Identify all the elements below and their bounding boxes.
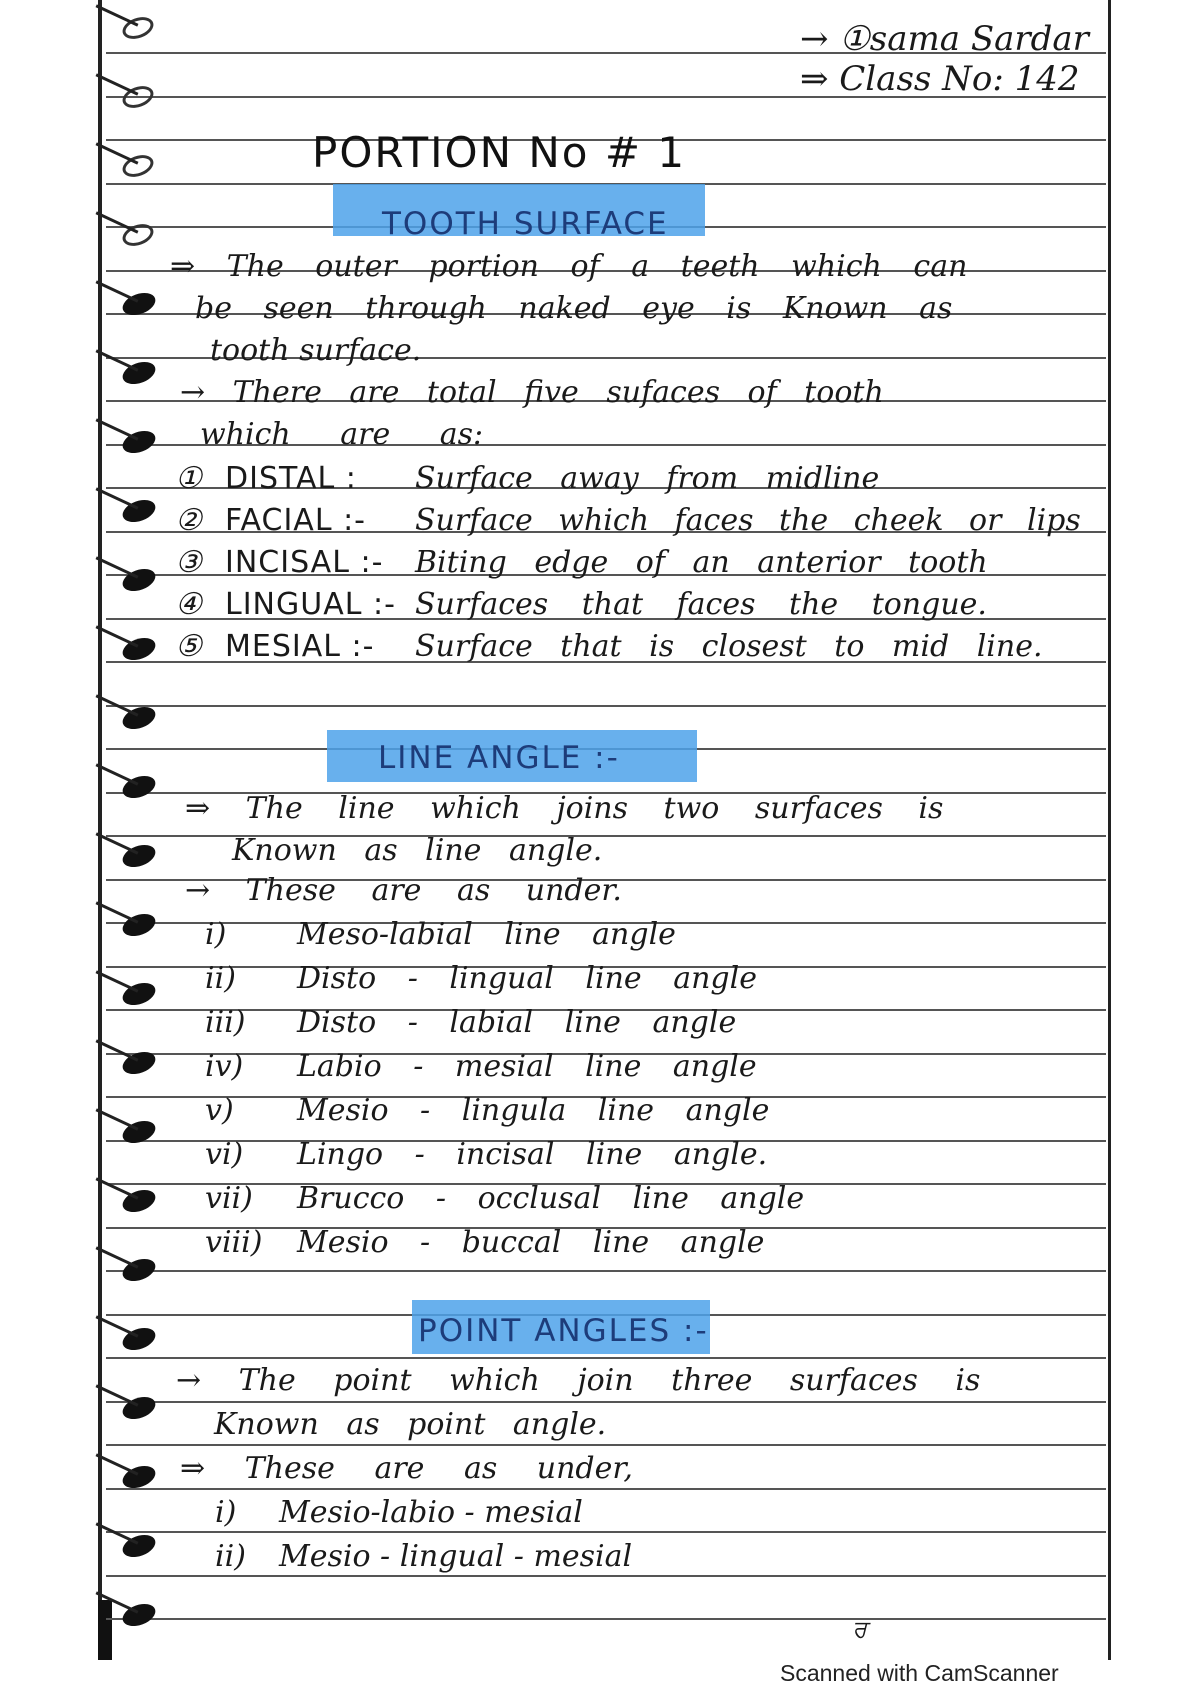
class-number: ⇒ Class No: 142 <box>800 59 1080 99</box>
definition-line: Known as point angle. <box>214 1407 607 1442</box>
section-heading-line-angle: LINE ANGLE :- <box>378 740 620 776</box>
item-number: iii) <box>205 1005 246 1040</box>
item-number: ii) <box>215 1539 246 1574</box>
item-text: Brucco - occlusal line angle <box>297 1181 805 1216</box>
spiral-wire <box>96 625 139 647</box>
spiral-wire <box>96 349 139 371</box>
spiral-wire <box>96 1108 139 1130</box>
surface-item <box>175 504 1081 538</box>
spiral-wire <box>96 487 139 509</box>
item-text: Mesio - buccal line angle <box>297 1225 765 1260</box>
ruled-line <box>106 1488 1106 1490</box>
item-number: i) <box>205 917 227 952</box>
item-text: Labio - mesial line angle <box>297 1049 757 1084</box>
item-label: INCISAL :- <box>225 545 384 580</box>
ruled-line <box>106 1618 1106 1620</box>
line-angle-item <box>205 1226 764 1260</box>
definition-line: Known as line angle. <box>232 833 603 868</box>
definition-line: tooth surface. <box>210 333 422 368</box>
spiral-wire <box>96 901 139 923</box>
item-number: ③ <box>175 545 202 580</box>
line-angle-item <box>205 918 676 952</box>
surface-item <box>175 546 988 580</box>
spiral-wire <box>96 142 139 164</box>
spiral-wire <box>96 832 139 854</box>
definition-line: be seen through naked eye is Known as <box>195 291 953 326</box>
item-text: Disto - labial line angle <box>297 1005 737 1040</box>
ruled-line <box>106 1357 1106 1359</box>
surface-item <box>175 588 987 622</box>
spiral-wire <box>96 1453 139 1475</box>
item-text: Mesio - lingual - mesial <box>279 1539 633 1574</box>
spiral-wire <box>96 1177 139 1199</box>
item-label: DISTAL : <box>225 461 357 496</box>
line-angle-item <box>205 1050 757 1084</box>
page-title: PORTION No # 1 <box>312 128 687 177</box>
item-number: v) <box>205 1093 234 1128</box>
line-angle-item <box>205 962 757 996</box>
item-number: iv) <box>205 1049 244 1084</box>
section-heading-tooth-surface: TOOTH SURFACE <box>382 206 669 242</box>
spiral-wire <box>96 1315 139 1337</box>
spiral-wire <box>96 1246 139 1268</box>
spiral-wire <box>96 763 139 785</box>
item-text: Meso-labial line angle <box>297 917 676 952</box>
spiral-wire <box>96 4 139 26</box>
item-number: vi) <box>205 1137 244 1172</box>
item-label: LINGUAL :- <box>225 587 396 622</box>
item-number: vii) <box>205 1181 253 1216</box>
line-angle-item <box>205 1182 804 1216</box>
item-number: ② <box>175 503 202 538</box>
spiral-wire <box>96 1591 139 1613</box>
surface-item <box>175 462 879 496</box>
item-text: Mesio-labio - mesial <box>279 1495 583 1530</box>
item-description: Surface away from midline <box>415 461 880 496</box>
line-angle-item <box>205 1094 769 1128</box>
intro-line: → These are as under. <box>185 873 622 908</box>
item-description: Surface which faces the cheek or lips <box>415 503 1081 538</box>
item-description: Surface that is closest to mid line. <box>415 629 1043 664</box>
ruled-line <box>106 1444 1106 1446</box>
spiral-wire <box>96 694 139 716</box>
spiral-wire <box>96 556 139 578</box>
item-description: Surfaces that faces the tongue. <box>415 587 987 622</box>
definition-line: ⇒ The outer portion of a teeth which can <box>170 249 968 284</box>
surface-item <box>175 630 1043 664</box>
definition-line: ⇒ The line which joins two surfaces is <box>185 791 944 826</box>
spiral-wire <box>96 280 139 302</box>
item-number: i) <box>215 1495 237 1530</box>
spiral-wire <box>96 73 139 95</box>
definition-line: → The point which join three surfaces is <box>176 1363 981 1398</box>
intro-line: ⇒ These are as under, <box>180 1451 633 1486</box>
item-number: ④ <box>175 587 202 622</box>
spiral-wire <box>96 418 139 440</box>
line-angle-item <box>205 1006 736 1040</box>
spiral-wire <box>96 970 139 992</box>
ruled-line <box>106 1531 1106 1533</box>
item-label: FACIAL :- <box>225 503 366 538</box>
item-number: ⑤ <box>175 629 202 664</box>
section-heading-point-angles: POINT ANGLES :- <box>418 1313 709 1349</box>
item-text: Lingo - incisal line angle. <box>297 1137 768 1172</box>
item-number: viii) <box>205 1225 263 1260</box>
point-angle-item <box>215 1540 632 1574</box>
item-text: Mesio - lingula line angle <box>297 1093 770 1128</box>
student-name: → ①sama Sardar <box>800 19 1089 59</box>
spiral-wire <box>96 211 139 233</box>
item-label: MESIAL :- <box>225 629 375 664</box>
intro-line: which are as: <box>200 417 484 452</box>
ruled-line <box>106 1401 1106 1403</box>
item-text: Disto - lingual line angle <box>297 961 757 996</box>
item-description: Biting edge of an anterior tooth <box>415 545 988 580</box>
ruled-line <box>106 705 1106 707</box>
ruled-line <box>106 1575 1106 1577</box>
page-mark: ਰ <box>852 1615 867 1643</box>
line-angle-item <box>205 1138 767 1172</box>
spiral-binding <box>100 0 160 1660</box>
point-angle-item <box>215 1496 583 1530</box>
item-number: ① <box>175 461 202 496</box>
spiral-wire <box>96 1384 139 1406</box>
spiral-wire <box>96 1039 139 1061</box>
spiral-wire <box>96 1522 139 1544</box>
ruled-line <box>106 1270 1106 1272</box>
scanner-watermark: Scanned with CamScanner <box>780 1660 1059 1686</box>
item-number: ii) <box>205 961 236 996</box>
intro-line: → There are total five sufaces of tooth <box>180 375 884 410</box>
